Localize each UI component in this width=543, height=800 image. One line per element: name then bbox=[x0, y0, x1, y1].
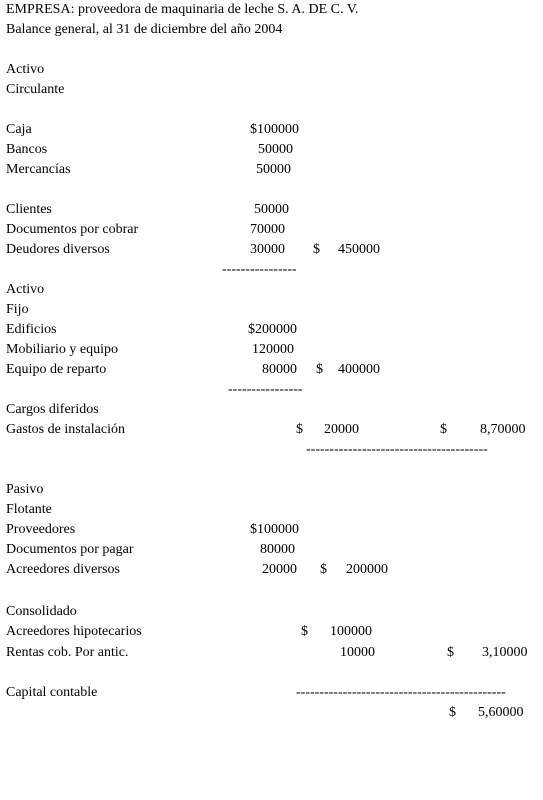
acreedores-hipotecarios-currency: $ bbox=[301, 624, 308, 639]
total-activo-currency: $ bbox=[440, 422, 447, 437]
mercancias-value: 50000 bbox=[256, 162, 291, 177]
activo-circulante-total: 450000 bbox=[338, 242, 380, 257]
capital-contable-value: 5,60000 bbox=[478, 705, 524, 720]
edificios-value: $200000 bbox=[248, 322, 297, 337]
pasivo-flotante-total-currency: $ bbox=[320, 562, 327, 577]
equipo-reparto-value: 80000 bbox=[262, 362, 297, 377]
section-heading-consolidado: Consolidado bbox=[6, 604, 77, 619]
separator-line: --------------------------------------- bbox=[306, 442, 488, 457]
company-title: EMPRESA: proveedora de maquinaria de leche S. A. DE C. V. bbox=[6, 2, 359, 17]
gastos-instalacion-label: Gastos de instalación bbox=[6, 422, 125, 437]
mobiliario-label: Mobiliario y equipo bbox=[6, 342, 118, 357]
pasivo-flotante-total: 200000 bbox=[346, 562, 388, 577]
acreedores-diversos-value: 20000 bbox=[262, 562, 297, 577]
equipo-reparto-label: Equipo de reparto bbox=[6, 362, 107, 377]
proveedores-label: Proveedores bbox=[6, 522, 76, 537]
acreedores-diversos-label: Acreedores diversos bbox=[6, 562, 120, 577]
bancos-label: Bancos bbox=[6, 142, 48, 157]
separator-line: --------------------------------------------- bbox=[296, 685, 506, 700]
gastos-instalacion-currency: $ bbox=[296, 422, 303, 437]
clientes-label: Clientes bbox=[6, 202, 52, 217]
mobiliario-value: 120000 bbox=[252, 342, 294, 357]
documentos-pagar-value: 80000 bbox=[260, 542, 295, 557]
bancos-value: 50000 bbox=[258, 142, 293, 157]
rentas-cobradas-label: Rentas cob. Por antic. bbox=[6, 645, 129, 660]
section-heading-activo: Activo bbox=[6, 282, 45, 297]
total-activo-value: 8,70000 bbox=[480, 422, 526, 437]
section-heading-activo: Activo bbox=[6, 62, 45, 77]
separator-line: ---------------- bbox=[222, 262, 297, 277]
mercancias-label: Mercancías bbox=[6, 162, 71, 177]
rentas-cobradas-value: 10000 bbox=[340, 645, 375, 660]
section-subheading-fijo: Fijo bbox=[6, 302, 29, 317]
section-heading-cargos-diferidos: Cargos diferidos bbox=[6, 402, 99, 417]
section-subheading-circulante: Circulante bbox=[6, 82, 65, 97]
capital-contable-label: Capital contable bbox=[6, 685, 98, 700]
proveedores-value: $100000 bbox=[250, 522, 299, 537]
clientes-value: 50000 bbox=[254, 202, 289, 217]
acreedores-hipotecarios-label: Acreedores hipotecarios bbox=[6, 624, 142, 639]
separator-line: ---------------- bbox=[228, 382, 303, 397]
activo-circulante-total-currency: $ bbox=[313, 242, 320, 257]
documentos-pagar-label: Documentos por pagar bbox=[6, 542, 134, 557]
total-pasivo-value: 3,10000 bbox=[482, 645, 528, 660]
caja-label: Caja bbox=[6, 122, 32, 137]
section-heading-pasivo: Pasivo bbox=[6, 482, 44, 497]
documentos-cobrar-label: Documentos por cobrar bbox=[6, 222, 139, 237]
balance-subtitle: Balance general, al 31 de diciembre del año 2004 bbox=[6, 22, 283, 37]
activo-fijo-total-currency: $ bbox=[316, 362, 323, 377]
gastos-instalacion-value: 20000 bbox=[324, 422, 359, 437]
caja-value: $100000 bbox=[250, 122, 299, 137]
capital-contable-currency: $ bbox=[449, 705, 456, 720]
acreedores-hipotecarios-value: 100000 bbox=[330, 624, 372, 639]
activo-fijo-total: 400000 bbox=[338, 362, 380, 377]
section-subheading-flotante: Flotante bbox=[6, 502, 52, 517]
total-pasivo-currency: $ bbox=[447, 645, 454, 660]
deudores-label: Deudores diversos bbox=[6, 242, 110, 257]
documentos-cobrar-value: 70000 bbox=[250, 222, 285, 237]
deudores-value: 30000 bbox=[250, 242, 285, 257]
edificios-label: Edificios bbox=[6, 322, 57, 337]
